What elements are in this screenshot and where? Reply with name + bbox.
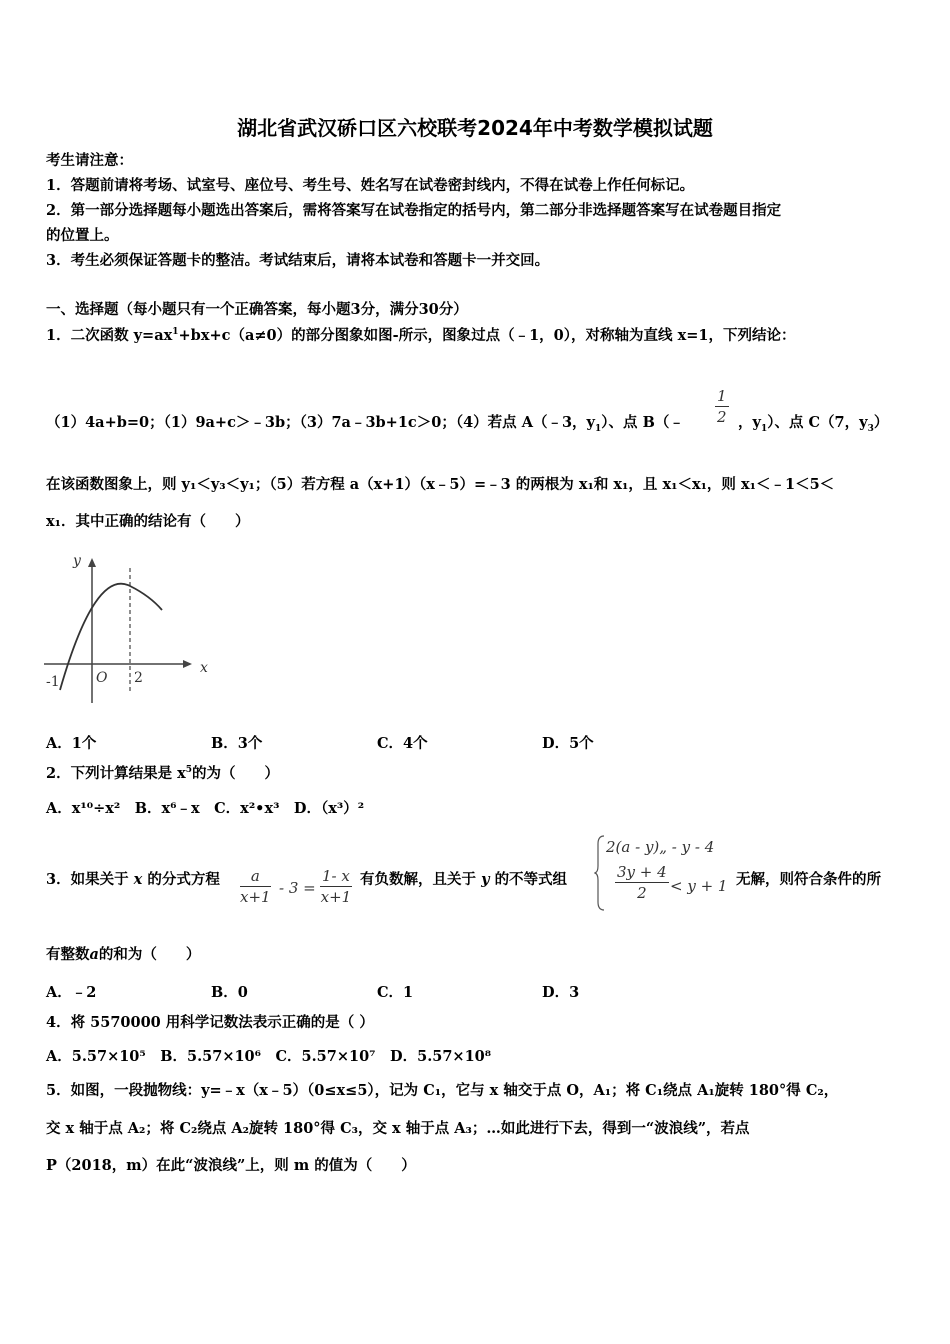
q5-line3: P（2018，m）在此“波浪线”上，则 m 的值为（ ） (46, 1157, 416, 1174)
q1-option-a: A．1个 (46, 735, 97, 752)
parabola-curve (60, 584, 162, 690)
q3-inequality-2-rhs: < y + 1 (670, 877, 728, 895)
q1-line2-end: ，$y_1$）、点 C（7，$y_3$） (738, 414, 889, 434)
notice-item-1: 1．答题前请将考场、试室号、座位号、考生号、姓名写在试卷密封线内，不得在试卷上作任何标记。 (46, 177, 695, 194)
q3-fraction-1: $\frac{a}{x+1}$ (240, 867, 271, 906)
notice-item-3: 3．考生必须保证答题卡的整洁。考试结束后，请将本试卷和答题卡一并交回。 (46, 252, 550, 269)
q3-option-c: C．1 (377, 984, 414, 1001)
q3-inequality-2-fraction: $\frac{3y + 4}{2}$ (617, 863, 667, 902)
q3-inequality-1: 2(a - y)„ - y - 4 (606, 838, 715, 856)
q1-parabola-graph (40, 548, 220, 708)
q3-part1: 3．如果关于 x 的分式方程 (46, 871, 220, 888)
q3-option-d: D．3 (542, 984, 580, 1001)
q3-minus-3: - 3 = (279, 879, 316, 897)
q1-line1: 1．二次函数 $y=ax^1+bx+c(a\ne 0)$的部分图象如图-所示，图象过点（﹣1，0），对称轴为直线 x=1，下列结论： (46, 327, 796, 344)
q1-line3: 在该函数图象上，则 y₁＜y₃＜y₁；（5）若方程 a（x+1）（x﹣5）=﹣3 的两根为 x₁和 x₁，且 x₁＜x₁，则 x₁＜﹣1＜5＜ (46, 476, 835, 493)
page-title: 湖北省武汉硚口区六校联考2024年中考数学模拟试题 (237, 116, 713, 140)
y-axis-label: y (73, 553, 81, 569)
q3-part5: 无解，则符合条件的所 (736, 871, 881, 888)
q1-fraction: $\frac{1}{2}$ (717, 387, 727, 426)
q1-option-c: C．4个 (377, 735, 428, 752)
q3-option-b: B．0 (211, 984, 248, 1001)
q5-line2: 交 x 轴于点 A₂；将 C₂绕点 A₂旋转 180°得 C₃，交 x 轴于点 A₃；…如此进行下去，得到一“波浪线”，若点 (46, 1120, 750, 1137)
neg-one-label: -1 (46, 674, 60, 690)
x-axis-label: x (200, 660, 208, 676)
notice-item-2-cont: 的位置上。 (46, 227, 119, 244)
two-label: 2 (134, 670, 143, 686)
q1-option-d: D．5个 (542, 735, 594, 752)
q2-stem: 2．下列计算结果是 $x^5$的为（ ） (46, 765, 280, 782)
q3-line2: 有整数a的和为（ ） (46, 946, 201, 963)
q3-option-a: A．﹣2 (46, 984, 97, 1001)
q5-line1: 5．如图，一段抛物线：y=﹣x（x﹣5）（0≤x≤5），记为 C₁，它与 x 轴交于点 O，A₁；将 C₁绕点 A₁旋转 180°得 C₂， (46, 1082, 839, 1099)
section-heading: 一、选择题（每小题只有一个正确答案，每小题3分，满分30分） (46, 301, 468, 318)
q1-line2: （1）4a+b=0；（1）9a+c＞﹣3b；（3）7a﹣3b+1c＞0；（4）若点 A（﹣3，$y_1$）、点 B（﹣ (46, 414, 684, 434)
q1-line4: x₁．其中正确的结论有（ ） (46, 513, 250, 530)
q4-stem: 4．将 5570000 用科学记数法表示正确的是（ ） (46, 1014, 374, 1031)
q3-part3: 有负数解，且关于 y 的不等式组 (360, 871, 568, 888)
x-axis-arrow-icon (183, 660, 192, 668)
q3-brace-icon (594, 834, 606, 912)
q1-option-b: B．3个 (211, 735, 263, 752)
origin-label: O (96, 670, 108, 686)
notice-heading: 考生请注意： (46, 152, 133, 169)
q4-options: A．5.57×10⁵ B．5.57×10⁶ C．5.57×10⁷ D．5.57×10⁸ (46, 1048, 492, 1065)
y-axis-arrow-icon (88, 558, 96, 567)
notice-item-2: 2．第一部分选择题每小题选出答案后，需将答案写在试卷指定的括号内，第二部分非选择题答案写在试卷题目指定 (46, 202, 782, 219)
q2-options: A．x¹⁰÷x² B．x⁶﹣x C．x²•x³ D．（x³）² (46, 800, 365, 817)
q3-fraction-2: $\frac{1- x}{x+1}$ (320, 867, 352, 906)
